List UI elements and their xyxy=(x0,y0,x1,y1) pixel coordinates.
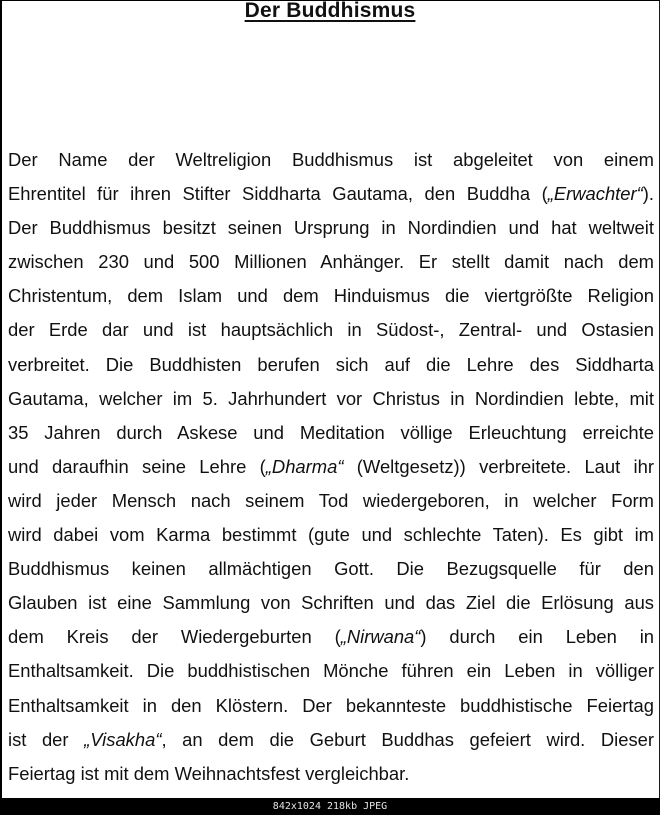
text-segment: und daraufhin seine Lehre ( xyxy=(8,455,266,477)
text-segment: Gautama, welcher im 5. Jahrhundert vor Christus in Nordindien lebte, mit xyxy=(8,387,654,409)
text-line xyxy=(8,689,654,723)
text-segment: dem Kreis der Wiedergeburten ( xyxy=(8,626,341,648)
text-line xyxy=(8,484,654,518)
body-paragraph xyxy=(8,143,654,791)
image-info-bar xyxy=(0,798,660,815)
text-line xyxy=(8,348,654,382)
text-segment: 35 Jahren durch Askese und Meditation völlige Erleuchtung erreichte xyxy=(8,421,654,443)
page-title-text: Der Buddhismus xyxy=(244,0,416,22)
text-segment: Enthaltsamkeit in den Klöstern. Der bekannteste buddhistische Feiertag xyxy=(8,694,654,716)
text-segment: der Erde dar und ist hauptsächlich in Südost-, Zentral- und Ostasien xyxy=(8,319,654,341)
text-line xyxy=(8,313,654,347)
text-segment: Feiertag ist mit dem Weihnachtsfest vergleichbar. xyxy=(8,762,410,784)
text-segment: Christentum, dem Islam und dem Hinduismus die viertgrößte Religion xyxy=(8,285,654,307)
italic-term: „Dharma“ xyxy=(265,455,344,477)
text-line xyxy=(8,416,654,450)
text-segment: wird dabei vom Karma bestimmt (gute und schlechte Taten). Es gibt im xyxy=(8,524,654,546)
text-line xyxy=(8,279,654,313)
image-info-text: 842x1024 218kb JPEG xyxy=(272,801,388,812)
text-line xyxy=(8,586,654,620)
text-segment: Der Name der Weltreligion Buddhismus ist abgeleitet von einem xyxy=(8,149,654,170)
text-segment: zwischen 230 und 500 Millionen Anhänger. Er stellt damit nach dem xyxy=(8,251,654,273)
italic-term: „Visakha“ xyxy=(84,728,162,750)
text-segment: Ehrentitel für ihren Stifter Siddharta Gautama, den Buddha ( xyxy=(8,183,548,205)
text-segment: ist der xyxy=(8,728,85,750)
text-line xyxy=(8,245,654,279)
text-line xyxy=(8,723,654,757)
page-left-border xyxy=(0,0,2,815)
text-line xyxy=(8,382,654,416)
text-segment: (Weltgesetz)) verbreitete. Laut ihr xyxy=(343,455,654,477)
text-line xyxy=(8,518,654,552)
text-line xyxy=(8,211,654,245)
text-line xyxy=(8,757,654,791)
text-line xyxy=(8,620,654,654)
text-line xyxy=(8,552,654,586)
text-segment: ). xyxy=(642,183,654,205)
text-segment: ) durch ein Leben in xyxy=(420,626,655,648)
text-segment: verbreitet. Die Buddhisten berufen sich auf die Lehre des Siddharta xyxy=(8,353,654,375)
text-segment: Enthaltsamkeit. Die buddhistischen Mönche führen ein Leben in völliger xyxy=(8,660,654,682)
text-line xyxy=(8,450,654,484)
text-line xyxy=(8,654,654,688)
italic-term: „Nirwana“ xyxy=(340,626,421,648)
text-line xyxy=(8,143,654,177)
italic-term: „Erwachter“ xyxy=(547,183,643,205)
text-segment: Der Buddhismus besitzt seinen Ursprung in Nordindien und hat weltweit xyxy=(8,217,654,239)
text-segment: , an dem die Geburt Buddhas gefeiert wird. Dieser xyxy=(161,728,654,750)
text-line xyxy=(8,177,654,211)
text-segment: wird jeder Mensch nach seinem Tod wiedergeboren, in welcher Form xyxy=(8,489,654,511)
text-segment: Buddhismus keinen allmächtigen Gott. Die Bezugsquelle für den xyxy=(8,558,654,580)
page-title xyxy=(0,0,660,24)
text-segment: Glauben ist eine Sammlung von Schriften und das Ziel die Erlösung aus xyxy=(8,592,654,614)
